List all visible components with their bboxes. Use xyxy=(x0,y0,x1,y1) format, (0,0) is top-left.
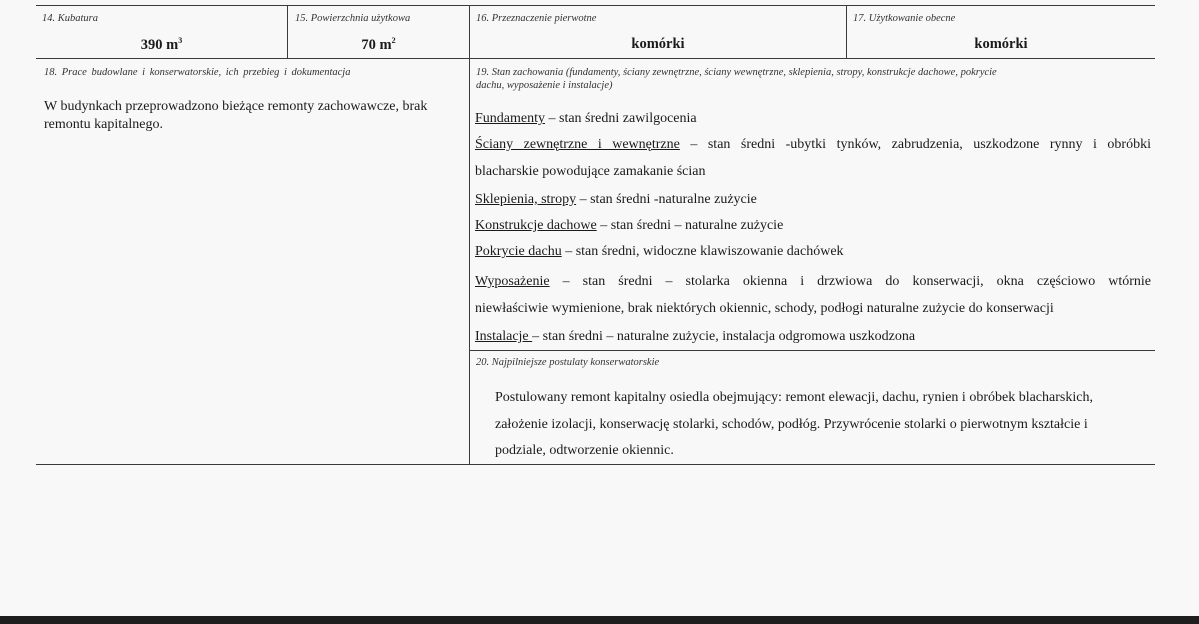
scan-edge-bar xyxy=(0,616,1199,624)
stan-item-konstrukcje xyxy=(475,212,1151,239)
stan-item-pokrycie xyxy=(475,238,1151,265)
kubatura-label: 14. Kubatura xyxy=(42,13,99,24)
stan-item-title: Fundamenty xyxy=(475,111,545,126)
przeznaczenie-label: 16. Przeznaczenie pierwotne xyxy=(476,13,597,24)
stan-item-sciany xyxy=(475,131,1151,158)
stan-item-text: – stan średni -naturalne zużycie xyxy=(576,192,757,207)
prace-text: W budynkach przeprowadzono bieżące remonty zachowawcze, brak remontu kapitalnego. xyxy=(44,99,428,132)
stan-item-wyposazenie xyxy=(475,268,1151,295)
stan-item-title: Ściany zewnętrzne i wewnętrzne xyxy=(475,137,680,152)
rule-col2 xyxy=(469,5,470,465)
postulaty-line-2: założenie izolacji, konserwację stolarki, schodów, podłóg. Przywrócenie stolarki o pierwotnym kształcie i xyxy=(495,417,1088,432)
kubatura-exponent: 3 xyxy=(178,36,183,45)
powierzchnia-number: 70 m xyxy=(361,36,392,53)
rule-top xyxy=(36,5,1155,6)
postulaty-line-1: Postulowany remont kapitalny osiedla obejmujący: remont elewacji, dachu, rynien i obróbek blacharskich, xyxy=(495,390,1093,405)
stan-item-title: Wyposażenie xyxy=(475,274,550,289)
powierzchnia-exponent: 2 xyxy=(391,36,396,45)
stan-label-line2: dachu, wyposażenie i instalacje) xyxy=(476,80,613,91)
stan-item-wyposazenie-cont: niewłaściwie wymienione, brak niektórych okiennic, schody, podłogi naturalne zużycie do konserwacji xyxy=(475,301,1054,316)
stan-item-fundamenty xyxy=(475,105,1151,132)
stan-item-sciany-cont: blacharskie powodujące zamakanie ścian xyxy=(475,164,706,179)
stan-item-text: – stan średni, widoczne klawiszowanie dachówek xyxy=(561,244,844,259)
stan-item-text: – stan średni – stolarka okienna i drzwiowa do konserwacji, okna częściowo wtórnie xyxy=(549,274,1151,289)
rule-bottom xyxy=(36,464,1155,465)
powierzchnia-value xyxy=(288,36,469,54)
postulaty-label: 20. Najpilniejsze postulaty konserwatorskie xyxy=(476,357,660,368)
uzytkowanie-value: komórki xyxy=(974,36,1028,52)
stan-item-sklepienia xyxy=(475,186,1151,213)
stan-item-text: – stan średni -ubytki tynków, zabrudzenia, uszkodzone rynny i obróbki xyxy=(679,137,1151,152)
kubatura-value xyxy=(36,36,287,54)
prace-label: 18. Prace budowlane i konserwatorskie, ich przebieg i dokumentacja xyxy=(44,67,351,78)
stan-label-line1: 19. Stan zachowania (fundamenty, ściany zewnętrzne, ściany wewnętrzne, sklepienia, stropy, konstrukcje dachowe, pokrycie xyxy=(476,67,997,78)
stan-item-text: – stan średni – naturalne zużycie, instalacja odgromowa uszkodzona xyxy=(532,329,916,344)
stan-item-title: Pokrycie dachu xyxy=(475,244,562,259)
kubatura-number: 390 m xyxy=(140,36,179,53)
stan-item-title: Konstrukcje dachowe xyxy=(475,218,597,233)
uzytkowanie-label: 17. Użytkowanie obecne xyxy=(853,13,956,24)
stan-item-text: – stan średni zawilgocenia xyxy=(545,111,697,126)
stan-item-title: Sklepienia, stropy xyxy=(475,192,577,207)
stan-item-text: – stan średni – naturalne zużycie xyxy=(596,218,784,233)
stan-item-title: Instalacje xyxy=(475,329,533,344)
powierzchnia-label: 15. Powierzchnia użytkowa xyxy=(295,13,411,24)
rule-postulaty-top xyxy=(470,350,1155,351)
rule-header-bottom xyxy=(36,58,1155,59)
przeznaczenie-value: komórki xyxy=(631,36,685,52)
postulaty-line-3: podziale, odtworzenie okiennic. xyxy=(495,443,674,458)
stan-item-instalacje xyxy=(475,323,1151,350)
